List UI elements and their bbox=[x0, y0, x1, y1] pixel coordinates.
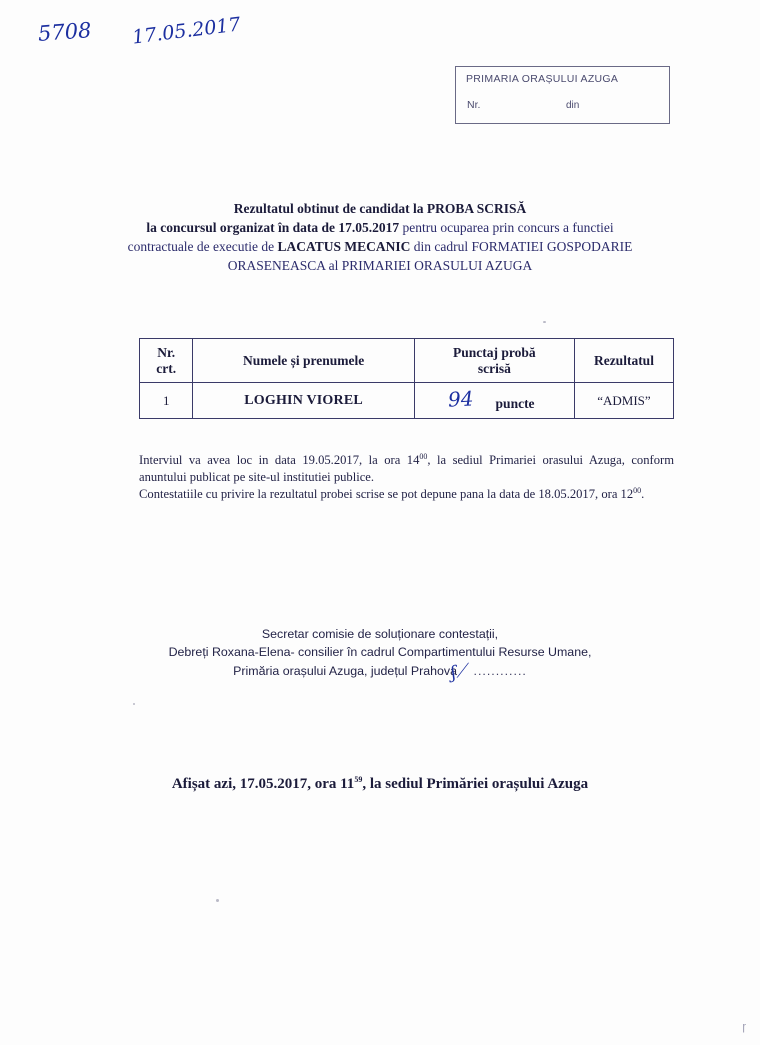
header-score-line1: Punctaj probă bbox=[453, 344, 536, 360]
signature-role-line: Secretar comisie de soluționare contestații, bbox=[261, 627, 499, 641]
signature-scribble: ʃ⟋ bbox=[449, 660, 470, 684]
stamp-nr-label: Nr. bbox=[467, 99, 481, 111]
stamp-din-label: din bbox=[566, 100, 580, 111]
scan-speck bbox=[133, 703, 135, 705]
header-cell-score bbox=[414, 339, 574, 383]
cell-row-number: 1 bbox=[140, 383, 193, 419]
stamp-date-handwritten-value: 17.05.2017 bbox=[131, 13, 242, 49]
paragraph-1-part-b: , la sediul Primariei orasului Azuga, conform anuntului publicat pe site-ul institutiei publice. bbox=[139, 453, 674, 485]
heading-line-3-pre: contractuale de executie de bbox=[127, 239, 278, 254]
signature-location-line bbox=[60, 660, 700, 684]
header-score-line2: scrisă bbox=[477, 360, 511, 376]
heading-line-2-rest: pentru ocuparea prin concurs a functiei bbox=[399, 220, 614, 235]
heading-line-4: ORASENEASCA al PRIMARIEI ORASULUI AZUGA bbox=[227, 258, 533, 273]
registry-stamp bbox=[455, 66, 670, 124]
footer-text-end: , la sediul Primăriei orașului Azuga bbox=[362, 776, 589, 792]
header-nr-line2: crt. bbox=[156, 360, 177, 376]
table-header-row bbox=[140, 339, 674, 383]
paragraph-interview-info bbox=[139, 448, 674, 486]
heading-line-2-bold: la concursul organizat în data de 17.05.2017 bbox=[146, 220, 400, 235]
scan-speck bbox=[216, 899, 219, 902]
scan-speck bbox=[543, 321, 546, 323]
header-cell-nr bbox=[140, 339, 193, 383]
score-unit-label: puncte bbox=[495, 395, 535, 411]
paragraph-1-part-a: Interviul va avea loc in data 19.05.2017, la ora 14 bbox=[139, 453, 420, 468]
stamp-nr-handwritten-value: 5708 bbox=[37, 18, 93, 46]
heading-line-3-rest: din cadrul FORMATIEI GOSPODARIE bbox=[410, 239, 633, 254]
heading-line-3-bold: LACATUS MECANIC bbox=[277, 239, 411, 254]
stamp-institution-label: PRIMARIA ORAȘULUI AZUGA bbox=[466, 73, 619, 85]
paragraph-2-superscript: 00 bbox=[633, 486, 642, 495]
signature-block bbox=[60, 625, 700, 684]
score-handwritten-value: 94 bbox=[447, 385, 475, 412]
signature-name-line: Debreți Roxana-Elena- consilier în cadrul Compartimentului Resurse Umane, bbox=[168, 645, 592, 659]
results-table bbox=[139, 338, 674, 419]
cell-result: “ADMIS” bbox=[574, 383, 673, 419]
cell-score bbox=[414, 383, 574, 419]
table-row bbox=[140, 383, 674, 419]
posting-footer bbox=[60, 775, 700, 793]
heading-line-3 bbox=[60, 238, 700, 256]
document-heading bbox=[60, 200, 700, 276]
signature-location-text: Primăria orașului Azuga, județul Prahova bbox=[233, 664, 457, 678]
header-cell-result: Rezultatul bbox=[574, 339, 673, 383]
heading-line-1: Rezultatul obtinut de candidat la PROBA SCRISĂ bbox=[233, 201, 527, 216]
header-nr-line1: Nr. bbox=[157, 344, 176, 360]
paragraph-contestation-info bbox=[139, 482, 674, 503]
signature-dots: ............ bbox=[473, 664, 527, 678]
cell-candidate-name: LOGHIN VIOREL bbox=[193, 383, 414, 419]
footer-text-start: Afișat azi, 17.05.2017, ora 11 bbox=[171, 776, 355, 792]
header-cell-name: Numele și prenumele bbox=[193, 339, 414, 383]
paragraph-1-superscript: 00 bbox=[419, 452, 428, 461]
paragraph-2-part-a: Contestatiile cu privire la rezultatul probei scrise se pot depune pana la data de 18.05.2017, ora 12 bbox=[139, 487, 634, 502]
heading-line-2 bbox=[60, 219, 700, 237]
paragraph-2-part-b: . bbox=[641, 487, 645, 502]
footer-superscript: 59 bbox=[354, 775, 363, 784]
corner-mark: ɼ bbox=[742, 1021, 746, 1033]
